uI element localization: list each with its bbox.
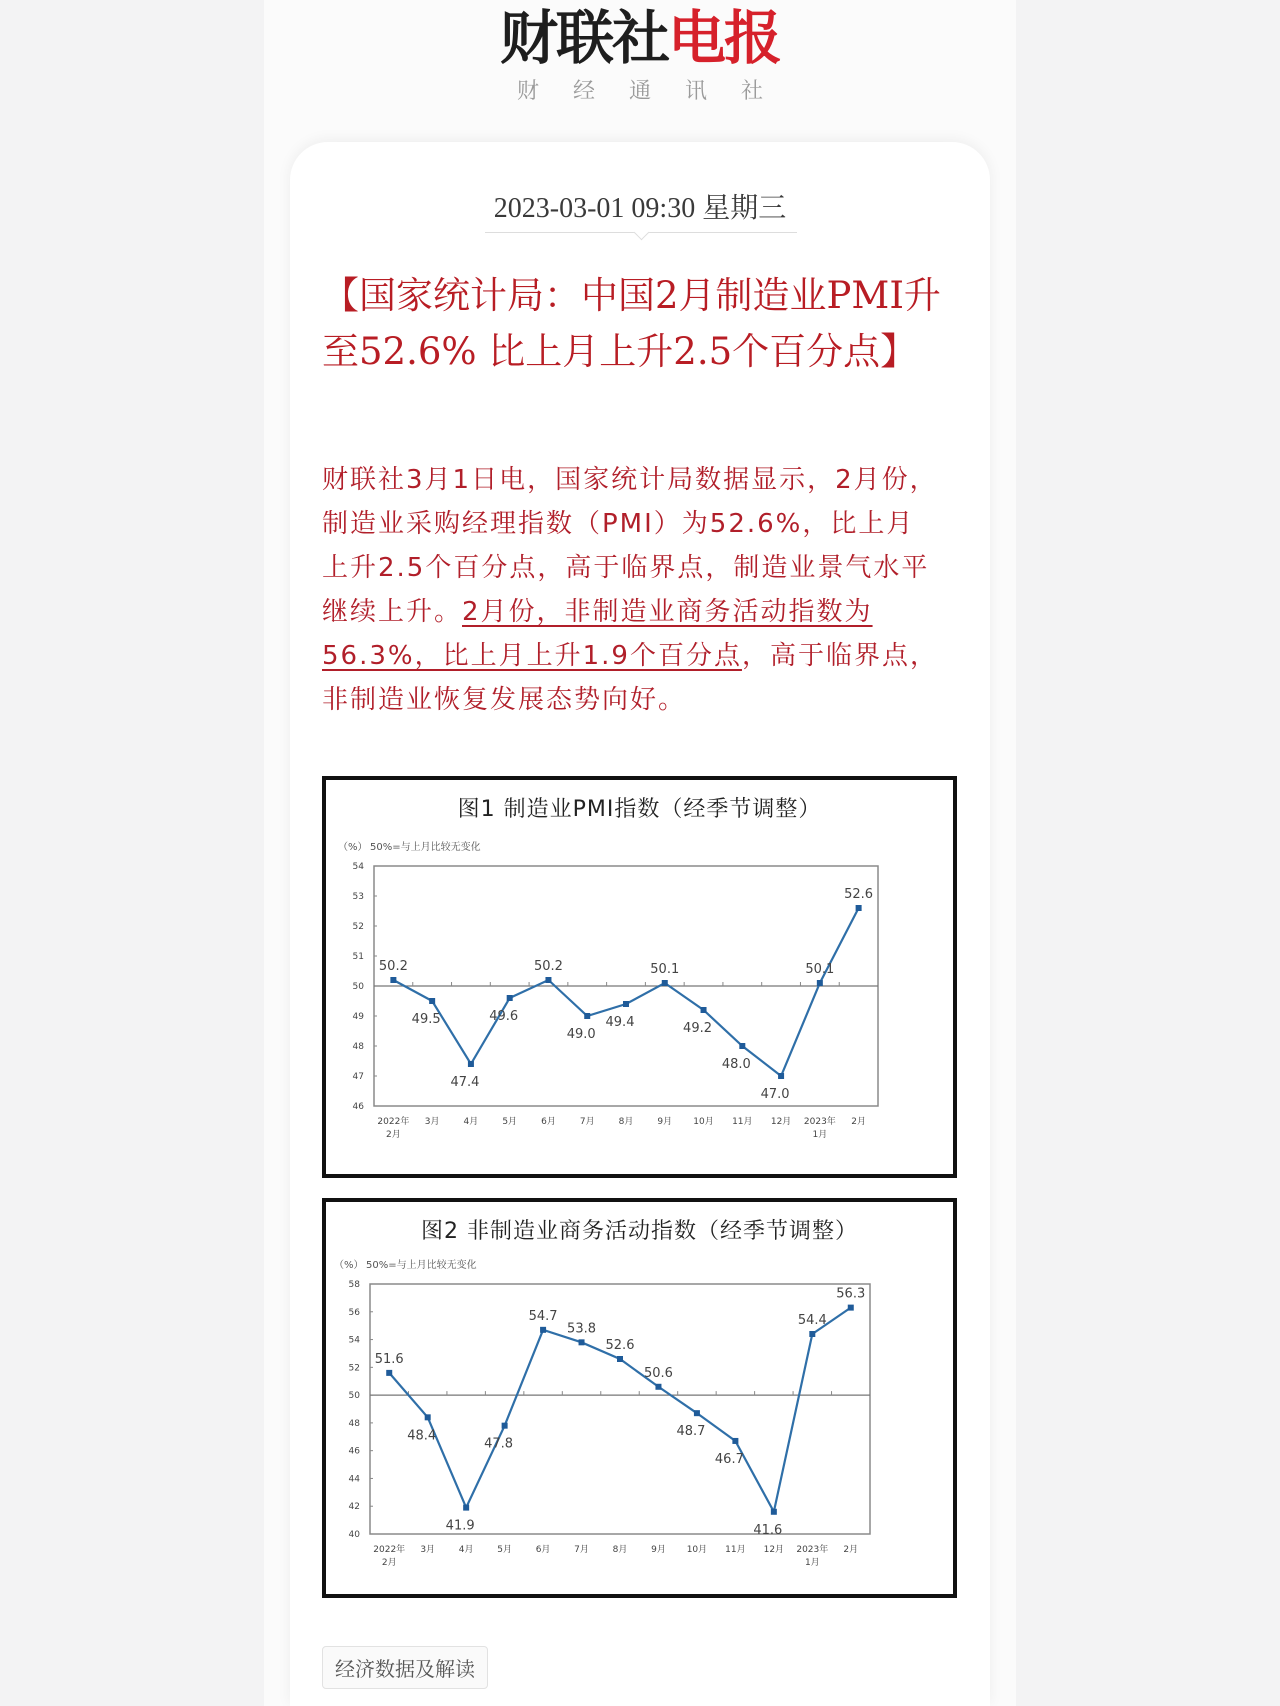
data-point-marker	[817, 980, 823, 986]
x-tick-label: 7月	[579, 1117, 595, 1127]
data-point-marker	[623, 1001, 629, 1007]
article-headline: 【国家统计局：中国2月制造业PMI升至52.6% 比上月上升2.5个百分点】	[322, 274, 941, 373]
y-tick-label: 52	[348, 1363, 360, 1374]
x-tick-label: 2023年	[803, 1117, 836, 1127]
x-tick-label: 9月	[651, 1545, 666, 1555]
y-tick-label: 58	[348, 1280, 360, 1290]
chart-title: 图1 制造业PMI指数（经季节调整）	[457, 797, 822, 822]
brand-name-dark: 财联社	[499, 4, 668, 72]
x-tick-label: 8月	[618, 1117, 634, 1127]
x-tick-label: 10月	[693, 1117, 714, 1127]
data-point-marker	[732, 1438, 738, 1444]
data-point-marker	[771, 1509, 777, 1515]
data-point-marker	[502, 1423, 508, 1429]
y-tick-label: 56	[348, 1307, 360, 1318]
data-label: 50.1	[805, 962, 835, 977]
data-point-marker	[662, 980, 668, 986]
data-label: 46.7	[714, 1451, 744, 1467]
data-label: 49.6	[489, 1009, 519, 1024]
data-point-marker	[617, 1356, 623, 1362]
y-tick-label: 48	[352, 1042, 364, 1052]
data-label: 47.8	[484, 1436, 514, 1452]
data-point-marker	[655, 1384, 661, 1390]
body-text-underlined: 2月份，非制造业商务活动指数为56.3%，比上月上升1.9个百分点	[322, 597, 873, 671]
data-label: 54.7	[528, 1308, 558, 1324]
x-tick-label: 1月	[812, 1130, 828, 1140]
data-label: 47.4	[450, 1075, 480, 1090]
y-unit-label: （%）	[334, 1260, 364, 1271]
data-label: 48.0	[721, 1057, 751, 1072]
data-label: 49.4	[605, 1015, 635, 1030]
data-label: 56.3	[836, 1286, 866, 1302]
data-point-marker	[545, 977, 551, 983]
data-label: 52.6	[605, 1338, 635, 1353]
data-label: 47.0	[760, 1087, 790, 1102]
x-tick-label: 11月	[725, 1545, 746, 1555]
y-tick-label: 47	[352, 1072, 364, 1082]
y-tick-label: 53	[352, 892, 364, 902]
x-tick-label: 8月	[612, 1545, 628, 1555]
data-label: 48.4	[407, 1428, 437, 1444]
x-tick-label: 6月	[535, 1545, 551, 1555]
data-label: 50.2	[378, 959, 408, 974]
data-point-marker	[425, 1414, 431, 1420]
y-tick-label: 42	[348, 1502, 360, 1513]
data-point-marker	[429, 998, 435, 1004]
x-tick-label: 1月	[804, 1558, 820, 1568]
x-tick-label: 2月	[851, 1117, 866, 1127]
x-tick-label: 3月	[424, 1117, 440, 1127]
data-label: 50.2	[533, 959, 563, 974]
data-label: 53.8	[567, 1321, 597, 1337]
data-point-marker	[386, 1370, 392, 1376]
y-tick-label: 44	[348, 1474, 360, 1485]
data-point-marker	[463, 1505, 469, 1511]
data-label: 41.9	[445, 1518, 475, 1534]
brand-name-red: 电报	[668, 4, 781, 72]
y-tick-label: 54	[348, 1335, 360, 1346]
x-tick-label: 7月	[574, 1545, 589, 1555]
x-tick-label: 2月	[843, 1545, 859, 1555]
brand-logo	[0, 6, 1280, 70]
y-tick-label: 52	[352, 922, 364, 932]
y-tick-label: 46	[348, 1446, 360, 1457]
data-point-marker	[540, 1327, 546, 1333]
data-point-marker	[507, 995, 513, 1001]
data-point-marker	[584, 1013, 590, 1019]
data-label: 52.6	[844, 887, 874, 902]
x-tick-label: 4月	[458, 1545, 474, 1555]
data-label: 48.7	[676, 1424, 706, 1440]
data-label: 50.6	[643, 1365, 673, 1381]
topic-tag[interactable]: 经济数据及解读	[322, 1646, 488, 1689]
x-tick-label: 11月	[732, 1117, 753, 1127]
x-tick-label: 2月	[386, 1130, 401, 1140]
data-point-marker	[468, 1061, 474, 1067]
y-unit-label: （%）	[338, 842, 368, 853]
article-datetime: 2023-03-01 09:30 星期三	[493, 193, 787, 224]
x-tick-label: 2023年	[796, 1545, 829, 1555]
body-text-1: 财联社3月1日电，国家统计局数据显示，2月份，制造业采购经理指数（PMI）为52.6%，比上月上升2.5个百分点，高于临界点，制造业景气水平继续上升。	[322, 465, 938, 627]
y-tick-label: 51	[352, 952, 364, 962]
x-tick-label: 5月	[502, 1117, 518, 1127]
data-label: 49.0	[566, 1027, 596, 1042]
data-point-marker	[694, 1410, 700, 1416]
data-line	[393, 908, 858, 1076]
data-point-marker	[701, 1007, 707, 1013]
data-point-marker	[856, 905, 862, 911]
data-point-marker	[848, 1305, 854, 1311]
data-point-marker	[809, 1331, 815, 1337]
y-tick-label: 50	[348, 1391, 360, 1402]
data-label: 41.6	[753, 1522, 783, 1538]
data-point-marker	[739, 1043, 745, 1049]
x-tick-label: 4月	[463, 1117, 479, 1127]
chart-title: 图2 非制造业商务活动指数（经季节调整）	[421, 1219, 858, 1244]
y-tick-label: 40	[348, 1530, 360, 1540]
chart-annotation: 50%=与上月比较无变化	[370, 842, 481, 853]
y-tick-label: 46	[352, 1102, 364, 1112]
x-tick-label: 12月	[763, 1545, 785, 1555]
x-tick-label: 6月	[541, 1117, 556, 1127]
data-point-marker	[390, 977, 396, 983]
data-point-marker	[579, 1339, 585, 1345]
chart-manufacturing-pmi	[322, 776, 957, 1178]
x-tick-label: 3月	[420, 1545, 436, 1555]
x-tick-label: 2022年	[377, 1117, 410, 1127]
data-label: 51.6	[374, 1351, 404, 1367]
data-label: 54.4	[797, 1313, 827, 1328]
body-text-2: ，高于临界点，非制造业恢复发展态势向好。	[322, 641, 938, 715]
brand-subtitle: 财经通讯社	[516, 79, 797, 104]
data-label: 49.5	[411, 1012, 441, 1027]
line-chart-manufacturing-pmi	[326, 780, 953, 1174]
x-tick-label: 12月	[770, 1117, 792, 1127]
data-label: 50.1	[650, 962, 680, 977]
data-label: 49.2	[683, 1021, 713, 1036]
x-tick-label: 9月	[657, 1117, 673, 1127]
x-tick-label: 5月	[497, 1545, 512, 1555]
chart-annotation: 50%=与上月比较无变化	[366, 1260, 477, 1271]
chart-non-manufacturing	[322, 1198, 957, 1598]
x-tick-label: 2月	[381, 1558, 397, 1568]
article-body	[322, 458, 942, 722]
data-point-marker	[778, 1073, 784, 1079]
x-tick-label: 10月	[686, 1545, 708, 1555]
x-tick-label: 2022年	[373, 1545, 406, 1555]
y-tick-label: 50	[352, 982, 364, 992]
line-chart-non-manufacturing	[326, 1202, 953, 1594]
y-tick-label: 48	[348, 1418, 360, 1429]
y-tick-label: 54	[352, 862, 364, 872]
y-tick-label: 49	[352, 1012, 364, 1022]
